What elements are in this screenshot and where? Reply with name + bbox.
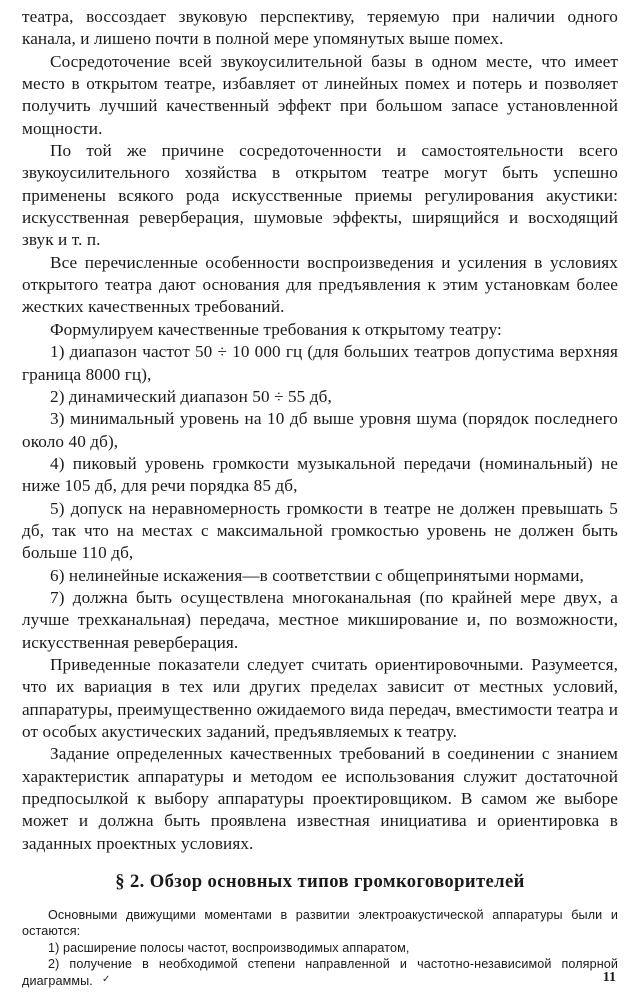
paragraph: Формулируем качественные требования к открытому театру: — [50, 319, 502, 339]
requirement-item: 3) минимальный уровень на 10 дб выше уровня шума (порядок последнего около 40 дб), — [22, 409, 618, 451]
requirement-item: 5) допуск на неравномерность громкости в театре не должен превышать 5 дб, так что на местах с максимальной громкостью уровень не должен быть больше 110 дб, — [22, 498, 618, 563]
book-page — [22, 6, 618, 991]
requirement-item: 1) диапазон частот 50 ÷ 10 000 гц (для больших театров допустима верхняя граница 8000 гц), — [22, 342, 618, 384]
requirement-item: 2) динамический диапазон 50 ÷ 55 дб, — [50, 386, 332, 406]
requirement-item: 7) должна быть осуществлена многоканальная (по крайней мере двух, а лучше трехканальная) передача, местное микширование и, по возможности, искусственная реверберация. — [22, 587, 618, 652]
small-paragraph: Основными движущими моментами в развитии электроакустической аппаратуры были и остаются: — [22, 908, 618, 939]
paragraph: театра, воссоздает звуковую перспективу, теряемую при наличии одного канала, и лишено почти в полной мере упомянутых выше помех. — [22, 7, 618, 49]
page-number: 11 — [602, 970, 616, 985]
paragraph: Задание определенных качественных требований в соединении с знанием характеристик аппаратуры и методом ее использования служит достаточной предпосылкой к выбору аппаратуры проектировщиком. В самом же выборе может и должна быть проявлена известная инициатива и ориентировка в заданных проектных условиях. — [22, 744, 618, 853]
paragraph: По той же причине сосредоточенности и самостоятельности всего звукоусилительного хозяйства в открытом театре могут быть успешно применены всякого рода искусственные приемы регулирования акустики: искусственная реверберация, шумовые эффекты, ширящийся и восходящий звук и т. п. — [22, 141, 618, 250]
requirement-item: 6) нелинейные искажения—в соответствии с общепринятыми нормами, — [50, 565, 584, 585]
body-text — [22, 6, 618, 855]
requirement-item: 4) пиковый уровень громкости музыкальной передачи (номинальный) не ниже 105 дб, для речи порядка 85 дб, — [22, 453, 618, 496]
small-paragraph: 2) получение в необходимой степени направленной и частотно-независимой полярной диаграммы. — [22, 957, 618, 988]
small-paragraph: 1) расширение полосы частот, воспроизводимых аппаратом, — [48, 940, 410, 955]
section-heading: § 2. Обзор основных типов громкоговорителей — [115, 871, 525, 893]
page-footer — [22, 970, 618, 990]
tick-mark-icon: ✓ — [102, 974, 111, 985]
paragraph: Все перечисленные особенности воспроизведения и усиления в условиях открытого театра дают основания для предъявления к этим установкам более жестких качественных требований. — [22, 252, 618, 317]
paragraph: Сосредоточение всей звукоусилительной базы в одном месте, что имеет место в открытом театре, избавляет от линейных помех и потерь и позволяет получить лучший качественный эффект при большом запасе установленной мощности. — [22, 51, 618, 138]
paragraph: Приведенные показатели следует считать ориентировочными. Разумеется, что их вариация в тех или других пределах зависит от местных условий, аппаратуры, преимущественно ожидаемого вида передач, вместимости театра и от особых акустических заданий, предъявляемых к театру. — [22, 654, 618, 741]
